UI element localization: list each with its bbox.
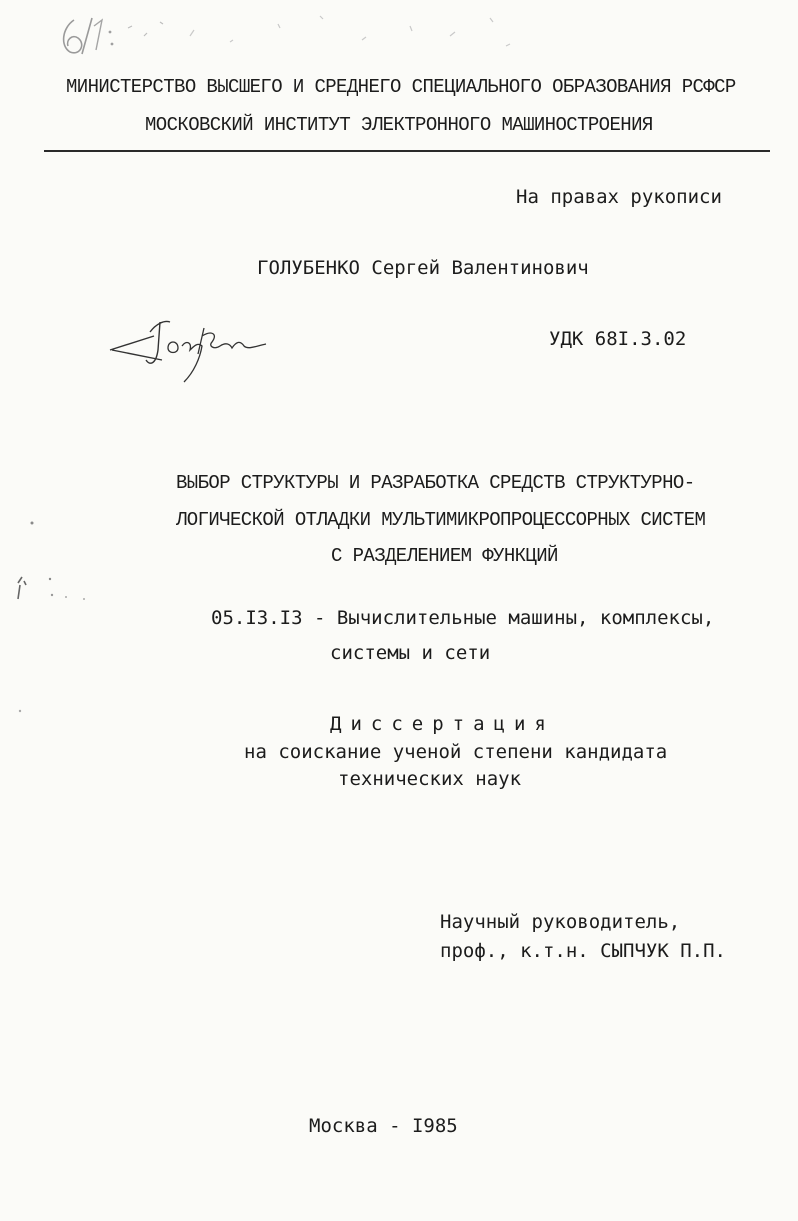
author-name: ГОЛУБЕНКО Сергей Валентинович	[257, 257, 589, 279]
handwritten-mark-icon	[52, 6, 172, 66]
udc-code: УДК 68I.3.02	[549, 328, 687, 350]
place-year: Москва - I985	[309, 1115, 458, 1137]
header-divider	[44, 150, 770, 152]
faint-marks-icon	[170, 6, 530, 56]
supervisor-label: Научный руководитель,	[440, 911, 681, 933]
ministry-heading: МИНИСТЕРСТВО ВЫСШЕГО И СРЕДНЕГО СПЕЦИАЛЬНОГО ОБРАЗОВАНИЯ РСФСР	[66, 76, 736, 98]
dissertation-heading: Диссертация	[330, 713, 555, 735]
title-line-1: ВЫБОР СТРУКТУРЫ И РАЗРАБОТКА СРЕДСТВ СТРУКТУРНО-	[176, 472, 695, 494]
margin-marks-icon	[14, 515, 104, 715]
institute-heading: МОСКОВСКИЙ ИНСТИТУТ ЭЛЕКТРОННОГО МАШИНОСТРОЕНИЯ	[145, 114, 653, 136]
supervisor-name: проф., к.т.н. СЫПЧУК П.П.	[440, 940, 726, 962]
signature-icon	[106, 306, 276, 386]
manuscript-note: На правах рукописи	[516, 186, 722, 208]
title-line-2: ЛОГИЧЕСКОЙ ОТЛАДКИ МУЛЬТИМИКРОПРОЦЕССОРНЫХ СИСТЕМ	[176, 509, 706, 531]
dissertation-field: технических наук	[338, 768, 522, 790]
title-line-3: С РАЗДЕЛЕНИЕМ ФУНКЦИЙ	[331, 545, 558, 567]
specialty-line-2: системы и сети	[330, 642, 491, 664]
dissertation-degree: на соискание ученой степени кандидата	[244, 741, 668, 763]
specialty-line-1: 05.I3.I3 - Вычислительные машины, комплексы,	[211, 607, 715, 629]
